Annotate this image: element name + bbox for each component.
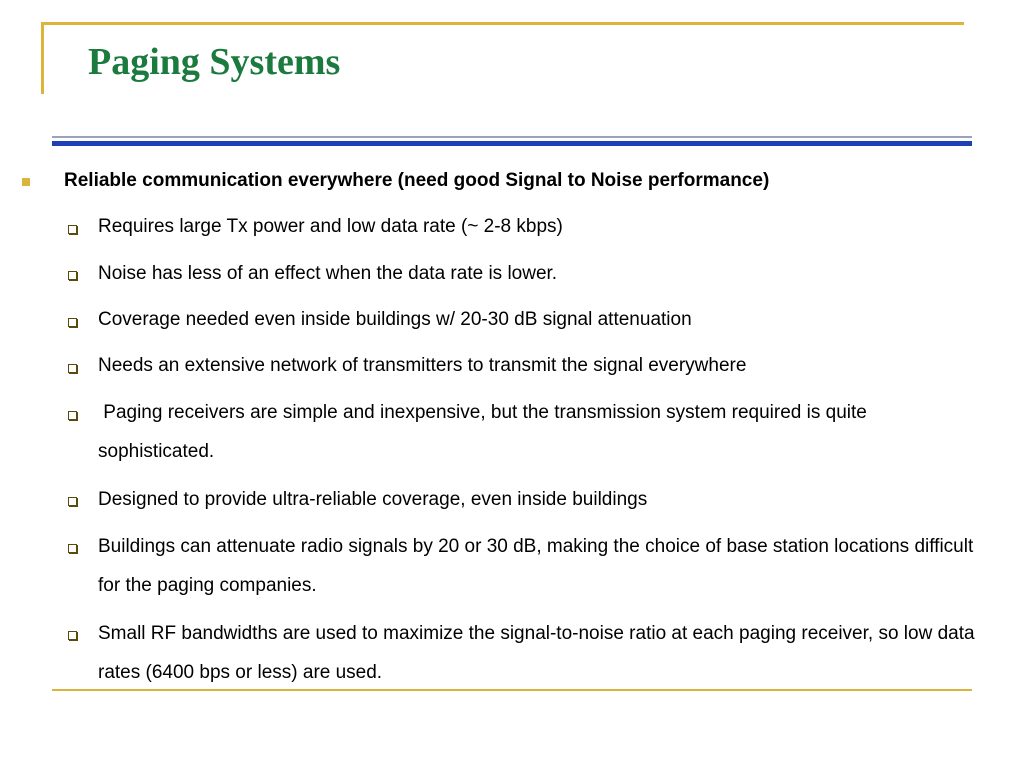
slide-title: Paging Systems — [88, 41, 341, 83]
sub-bullet-text: Paging receivers are simple and inexpensive, but the transmission system required is quite sophisticated. — [98, 402, 873, 462]
sub-bullet-text: Needs an extensive network of transmitters to transmit the signal everywhere — [98, 355, 747, 376]
sub-bullet-text: Noise has less of an effect when the data rate is lower. — [98, 263, 558, 284]
sub-bullet-marker — [68, 544, 77, 553]
main-bullet-text: Reliable communication everywhere (need good Signal to Noise performance) — [64, 170, 770, 191]
sub-bullet-marker — [68, 364, 77, 373]
sub-bullet-marker — [68, 497, 77, 506]
title-divider-thick — [52, 141, 972, 146]
sub-bullet-marker — [68, 271, 77, 280]
main-bullet-marker — [22, 178, 30, 186]
sub-bullet-marker — [68, 631, 77, 640]
decorative-top-line — [41, 22, 964, 25]
decorative-vertical-line — [41, 22, 44, 94]
sub-bullet-marker — [68, 411, 77, 420]
sub-bullet-marker — [68, 318, 77, 327]
sub-bullet-text: Small RF bandwidths are used to maximize the signal-to-noise ratio at each paging receiver, so low data rates (6400 bps or less) are used. — [98, 623, 975, 683]
footer-divider — [52, 689, 972, 691]
sub-bullet-text: Buildings can attenuate radio signals by 20 or 30 dB, making the choice of base station locations difficult for the paging companies. — [98, 536, 974, 596]
sub-bullet-text: Designed to provide ultra-reliable coverage, even inside buildings — [98, 489, 648, 510]
sub-bullet-text: Requires large Tx power and low data rate (~ 2-8 kbps) — [98, 216, 563, 237]
sub-bullet-text: Coverage needed even inside buildings w/ 20-30 dB signal attenuation — [98, 309, 692, 330]
sub-bullet-marker — [68, 225, 77, 234]
title-divider-thin — [52, 136, 972, 138]
